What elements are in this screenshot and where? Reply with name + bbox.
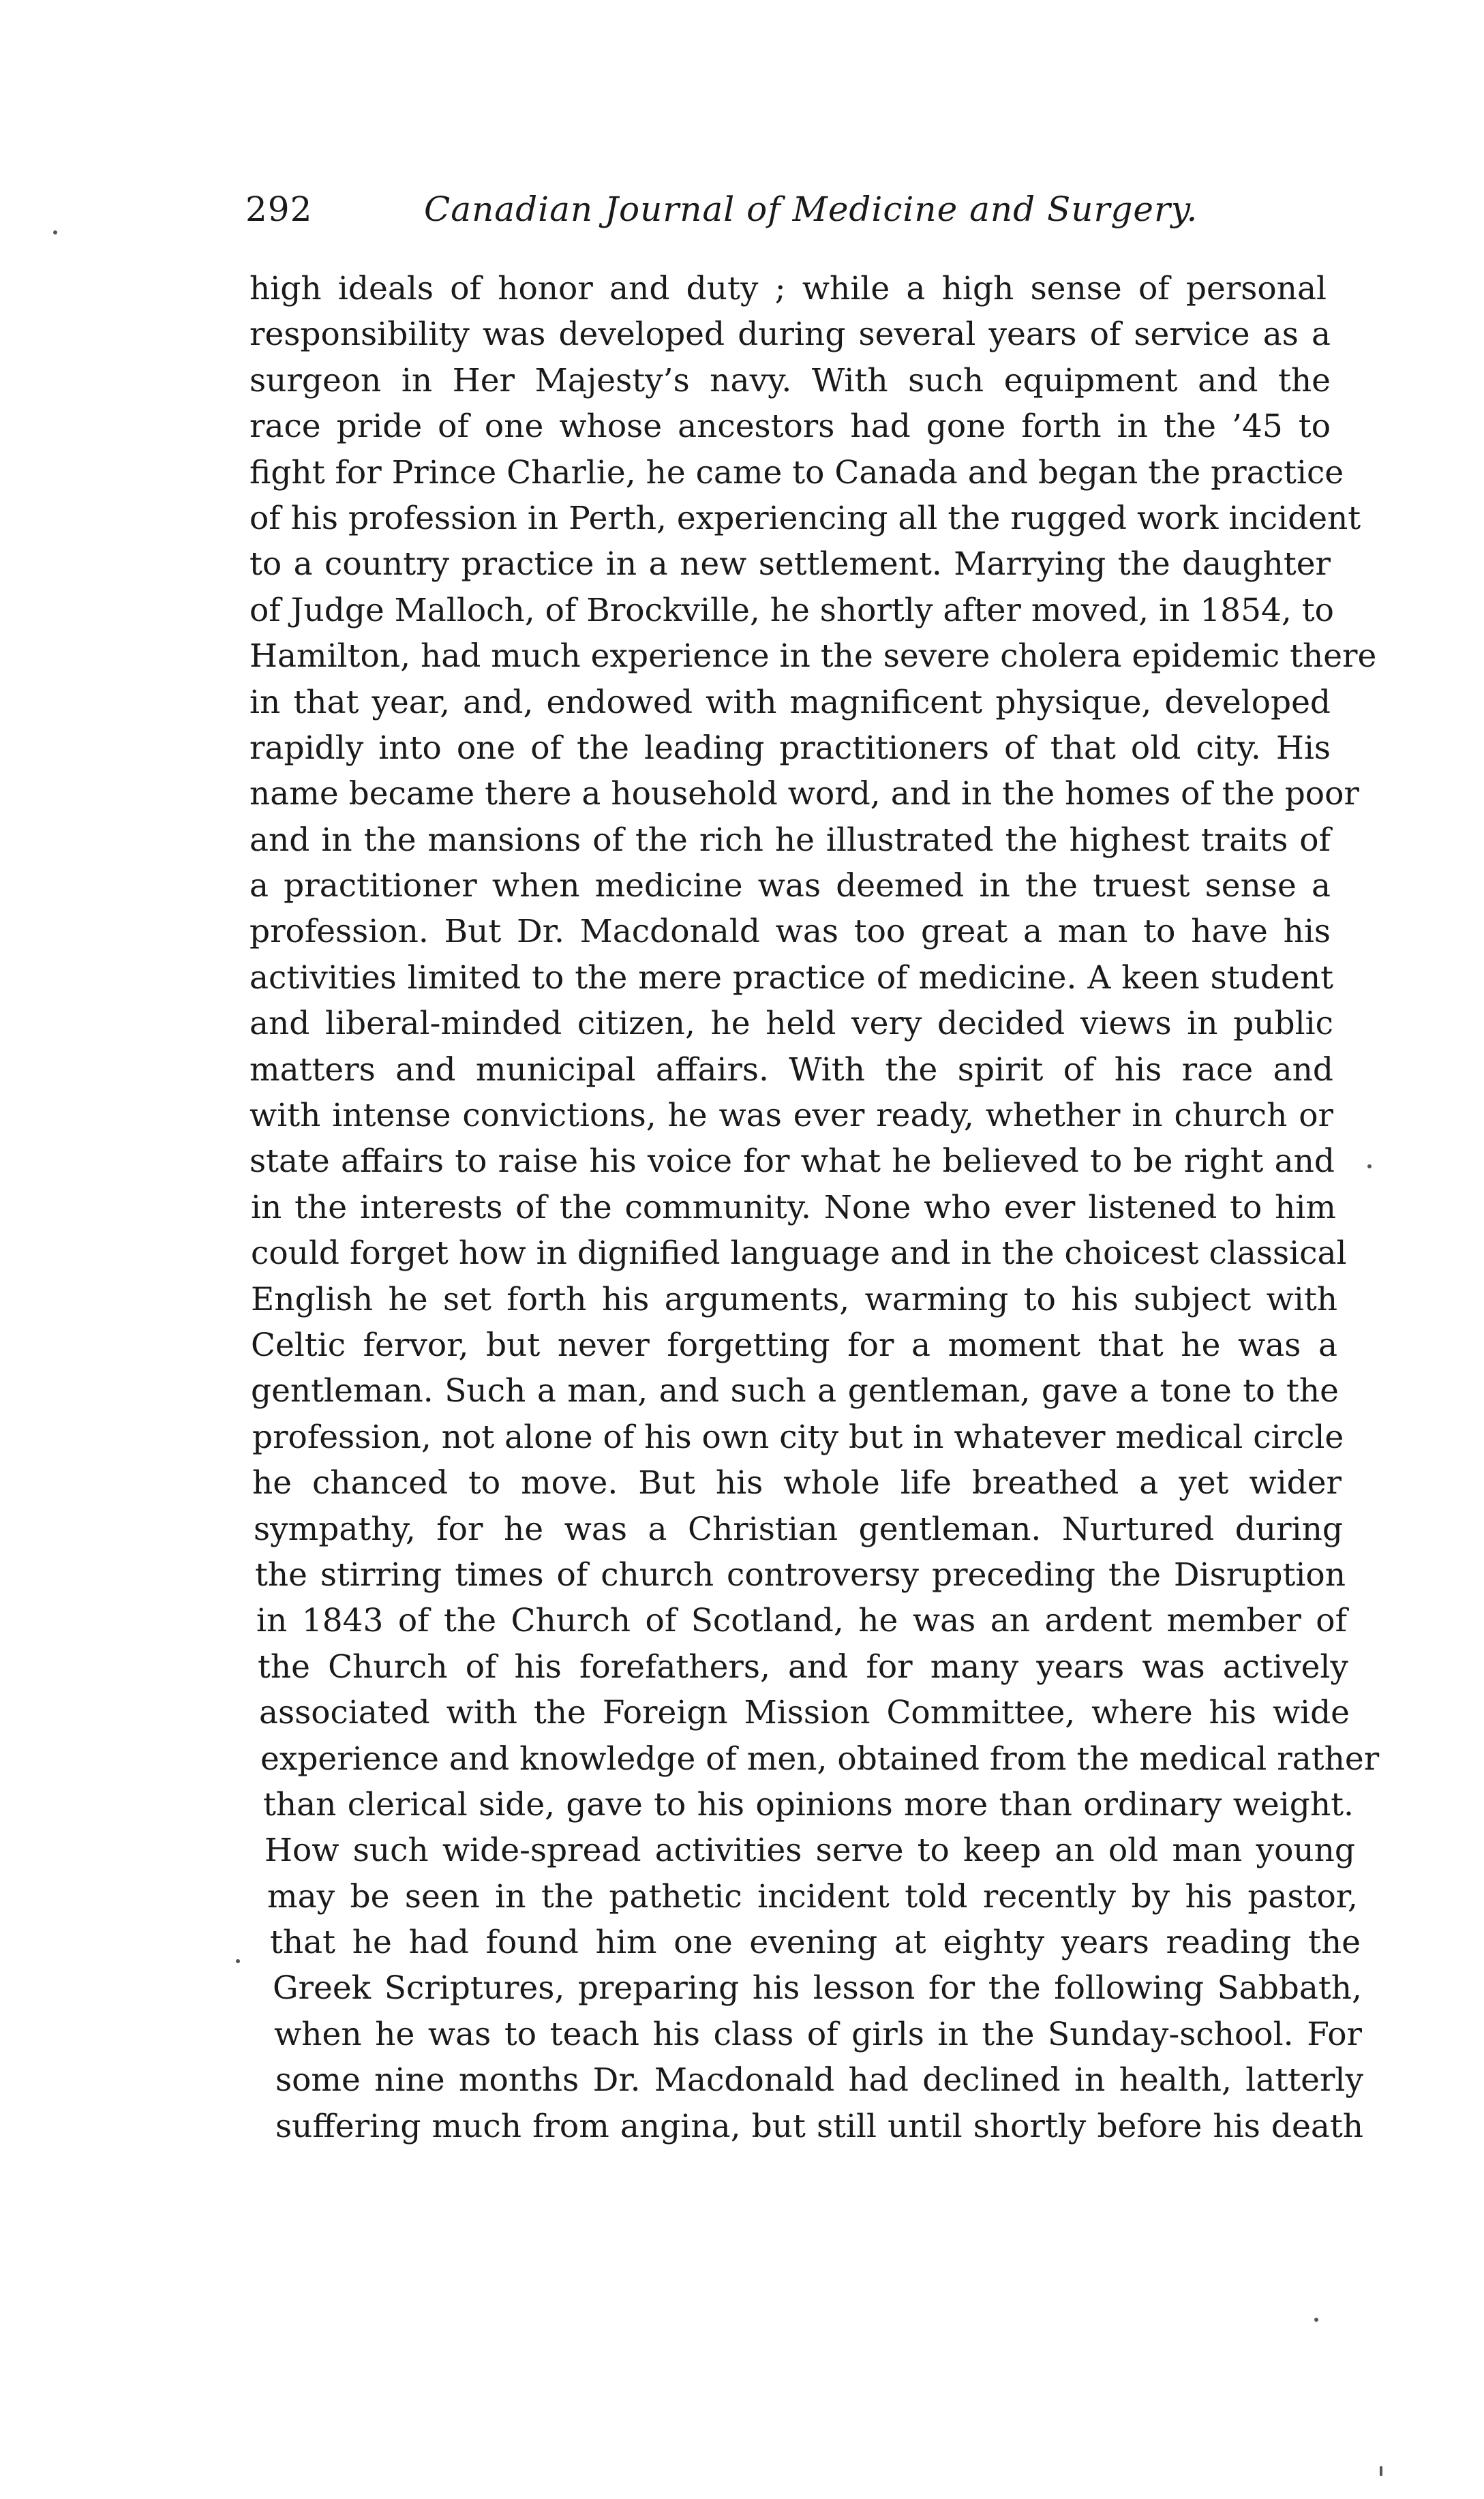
- page-number: 292: [245, 190, 313, 229]
- text-line: in 1843 of the Church of Scotland, he was an ardent member of: [256, 1602, 1347, 1640]
- text-line: than clerical side, gave to his opinions more than ordinary weight.: [263, 1785, 1354, 1823]
- text-line: and in the mansions of the rich he illustrated the highest traits of: [249, 821, 1331, 859]
- text-line: fight for Prince Charlie, he came to Canada and began the practice: [249, 453, 1344, 491]
- text-line: profession. But Dr. Macdonald was too great a man to have his: [249, 913, 1331, 951]
- scan-speck: [1314, 2318, 1318, 2322]
- text-line: sympathy, for he was a Christian gentleman. Nurtured during: [254, 1510, 1343, 1548]
- scan-speck: [236, 1959, 240, 1963]
- text-line: English he set forth his arguments, warming to his subject with: [251, 1280, 1337, 1318]
- text-line: may be seen in the pathetic incident told recently by his pastor,: [267, 1877, 1358, 1915]
- text-line: he chanced to move. But his whole life breathed a yet wider: [252, 1464, 1342, 1502]
- journal-title: Canadian Journal of Medicine and Surgery.: [424, 190, 1198, 229]
- text-line: a practitioner when medicine was deemed in the truest sense a: [249, 867, 1331, 905]
- text-line: the Church of his forefathers, and for many years was actively: [258, 1648, 1348, 1686]
- text-line: suffering much from angina, but still until shortly before his death: [275, 2107, 1363, 2145]
- text-line: of his profession in Perth, experiencing all the rugged work incident: [249, 499, 1361, 537]
- text-line: Greek Scriptures, preparing his lesson for the following Sabbath,: [273, 1969, 1362, 2008]
- text-line: in the interests of the community. None who ever listened to him: [251, 1188, 1336, 1226]
- text-line: with intense convictions, he was ever ready, whether in church or: [249, 1097, 1333, 1135]
- text-line: some nine months Dr. Macdonald had declined in health, latterly: [275, 2061, 1363, 2100]
- text-line: of Judge Malloch, of Brockville, he shortly after moved, in 1854, to: [249, 591, 1334, 629]
- text-line: name became there a household word, and in the homes of the poor: [249, 775, 1359, 813]
- text-line: associated with the Foreign Mission Committee, where his wide: [259, 1694, 1350, 1732]
- text-line: responsibility was developed during several years of service as a: [249, 316, 1331, 354]
- text-line: surgeon in Her Majesty’s navy. With such equipment and the: [249, 361, 1331, 399]
- text-line: the stirring times of church controversy preceding the Disruption: [255, 1556, 1346, 1594]
- text-line: when he was to teach his class of girls in the Sunday-school. For: [274, 2015, 1362, 2053]
- scan-speck: [1367, 1164, 1372, 1168]
- scan-speck: [53, 230, 57, 234]
- text-line: high ideals of honor and duty ; while a high sense of personal: [249, 270, 1327, 307]
- text-line: rapidly into one of the leading practitioners of that old city. His: [249, 729, 1331, 767]
- body-text: [0, 266, 1484, 2149]
- text-line: experience and knowledge of men, obtained from the medical rather: [260, 1740, 1380, 1778]
- scan-speck: [1380, 2466, 1382, 2476]
- text-line: could forget how in dignified language and in the choicest classical: [251, 1235, 1347, 1273]
- text-line: Hamilton, had much experience in the severe cholera epidemic there: [249, 637, 1377, 676]
- text-line: activities limited to the mere practice of medicine. A keen student: [249, 958, 1333, 997]
- text-line: gentleman. Such a man, and such a gentleman, gave a tone to the: [251, 1372, 1339, 1410]
- text-line: that he had found him one evening at eighty years reading the: [270, 1924, 1361, 1962]
- text-line: Celtic fervor, but never forgetting for a moment that he was a: [251, 1326, 1337, 1364]
- text-line: in that year, and, endowed with magnificent physique, developed: [249, 683, 1331, 721]
- running-header: [245, 179, 1254, 240]
- text-line: How such wide-spread activities serve to keep an old man young: [264, 1832, 1355, 1870]
- text-line: state affairs to raise his voice for what he believed to be right and: [249, 1142, 1335, 1181]
- text-line: to a country practice in a new settlement. Marrying the daughter: [249, 545, 1331, 584]
- text-line: profession, not alone of his own city but in whatever medical circle: [252, 1418, 1344, 1456]
- text-line: matters and municipal affairs. With the spirit of his race and: [249, 1050, 1333, 1089]
- text-line: and liberal-minded citizen, he held very decided views in public: [249, 1005, 1333, 1043]
- text-line: race pride of one whose ancestors had gone forth in the ’45 to: [249, 408, 1331, 446]
